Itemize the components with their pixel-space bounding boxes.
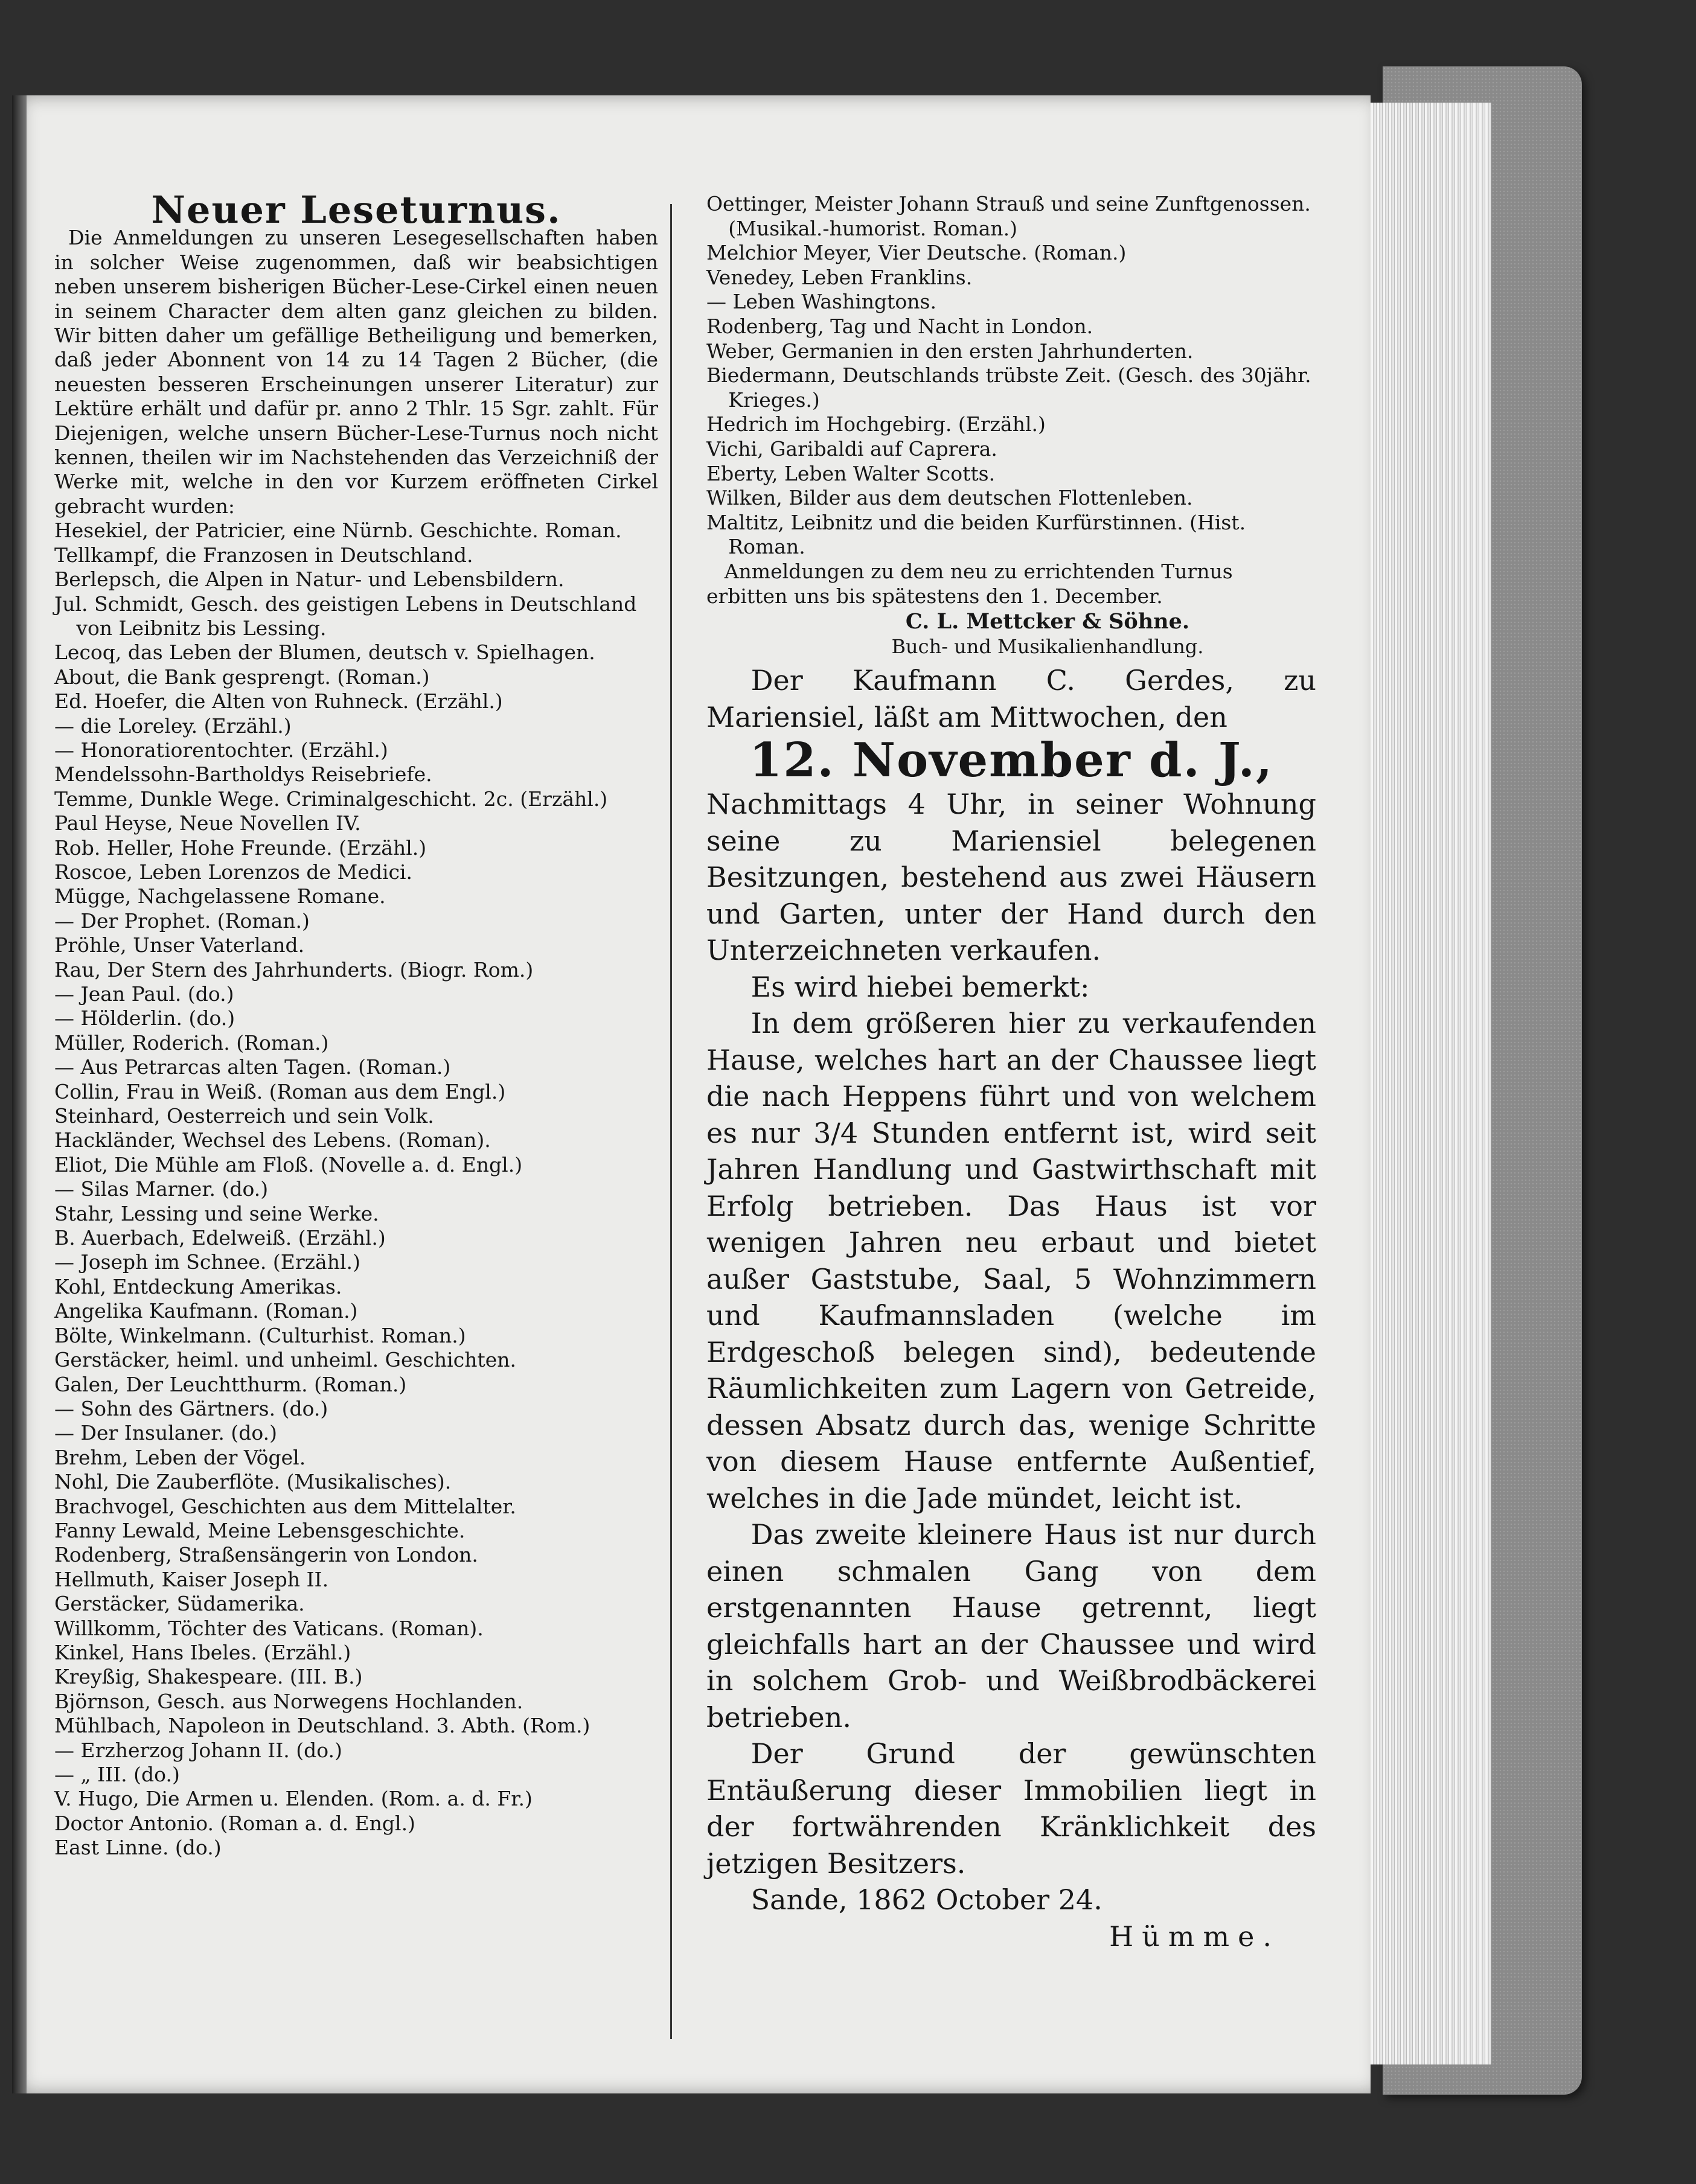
book-entry: Rob. Heller, Hohe Freunde. (Erzähl.) <box>54 835 427 860</box>
book-entry: Eliot, Die Mühle am Floß. (Novelle a. d. Engl.) <box>54 1152 523 1177</box>
book-entry: — Der Insulaner. (do.) <box>54 1421 278 1445</box>
book-entry: Mühlbach, Napoleon in Deutschland. 3. Abth. (Rom.) <box>54 1714 590 1738</box>
book-list <box>54 519 658 1860</box>
book-entry: Bölte, Winkelmann. (Culturhist. Roman.) <box>54 1323 466 1347</box>
ad-paragraph-1: In dem größeren hier zu verkaufenden Hause, welches hart an der Chaussee liegt die nach Heppens führt und von welchem es nur 3/4 Stunden entfernt ist, wird seit Jahren Handlung und Gastwirthschaft mit Erfolg betrieben. Das Haus ist vor wenigen Jahren neu erbaut und bietet außer Gaststube, Saal, 5 Wohnzimmern und Kaufmannsladen (welche im Erdgeschoß belegen sind), bedeutende Räumlichkeiten zum Lagern von Getreide, dessen Absatz durch das, wenige Schritte von diesem Hause entfernte Außentief, welches in die Jade mündet, leicht ist. <box>706 1007 1316 1515</box>
book-entry: — Der Prophet. (Roman.) <box>54 908 310 933</box>
ad-opening: Der Kaufmann C. Gerdes, zu Mariensiel, läßt am Mittwochen, den <box>706 664 1316 733</box>
book-entry: — Aus Petrarcas alten Tagen. (Roman.) <box>54 1055 451 1079</box>
book-entry: Gerstäcker, Südamerika. <box>54 1592 305 1616</box>
book-entry: Melchior Meyer, Vier Deutsche. (Roman.) <box>706 241 1127 265</box>
book-entry: Jul. Schmidt, Gesch. des geistigen Lebens in Deutschland von Leibnitz bis Lessing. <box>54 592 637 640</box>
book-entry: Rodenberg, Tag und Nacht in London. <box>706 314 1093 338</box>
firm-subtitle: Buch- und Musikalienhandlung. <box>891 634 1204 658</box>
book-entry: Fanny Lewald, Meine Lebensgeschichte. <box>54 1518 466 1542</box>
book-entry: Berlepsch, die Alpen in Natur- und Lebensbildern. <box>54 567 565 592</box>
book-entry: Oettinger, Meister Johann Strauß und seine Zunftgenossen. (Musikal.-humorist. Roman.) <box>706 192 1311 240</box>
book-entry: Hellmuth, Kaiser Joseph II. <box>54 1567 329 1591</box>
book-entry: Steinhard, Oesterreich und sein Volk. <box>54 1104 434 1128</box>
book-entry: Doctor Antonio. (Roman a. d. Engl.) <box>54 1811 415 1835</box>
book-entry: — Jean Paul. (do.) <box>54 982 234 1006</box>
book-entry: Lecoq, das Leben der Blumen, deutsch v. Spielhagen. <box>54 640 595 665</box>
book-entry: Nohl, Die Zauberflöte. (Musikalisches). <box>54 1470 452 1494</box>
book-entry: Kohl, Entdeckung Amerikas. <box>54 1274 342 1298</box>
book-entry: Galen, Der Leuchtthurm. (Roman.) <box>54 1372 407 1396</box>
section-title: Neuer Leseturnus. <box>151 188 562 232</box>
closing-note: Anmeldungen zu dem neu zu errichtenden Turnus erbitten uns bis spätestens den 1. December. <box>706 559 1233 608</box>
book-entry: Mendelssohn-Bartholdys Reisebriefe. <box>54 762 432 787</box>
book-entry: Stahr, Lessing und seine Werke. <box>54 1201 379 1225</box>
book-entry: Hedrich im Hochgebirg. (Erzähl.) <box>706 412 1046 436</box>
page-sheet <box>12 95 1371 2093</box>
ad-date: 12. November d. J., <box>749 733 1274 788</box>
book-entry: — Hölderlin. (do.) <box>54 1006 235 1030</box>
book-entry: Rau, Der Stern des Jahrhunderts. (Biogr. Rom.) <box>54 957 534 982</box>
ad-signature: Hümme. <box>1109 1920 1280 1953</box>
book-entry: Maltitz, Leibnitz und die beiden Kurfürstinnen. (Hist. Roman. <box>706 510 1246 559</box>
book-entry: Biedermann, Deutschlands trübste Zeit. (Gesch. des 30jähr. Krieges.) <box>706 363 1311 412</box>
book-entry: Björnson, Gesch. aus Norwegens Hochlanden. <box>54 1689 523 1713</box>
sale-advertisement <box>706 662 1316 1955</box>
book-entry: — Joseph im Schnee. (Erzähl.) <box>54 1250 360 1274</box>
book-entry: Rodenberg, Straßensängerin von London. <box>54 1543 478 1567</box>
ad-paragraph-3: Der Grund der gewünschten Entäußerung dieser Immobilien liegt in der fortwährenden Kränklichkeit des jetzigen Besitzers. <box>706 1737 1316 1880</box>
book-entry: Mügge, Nachgelassene Romane. <box>54 884 386 908</box>
book-entry: V. Hugo, Die Armen u. Elenden. (Rom. a. d. Fr.) <box>54 1787 533 1811</box>
book-entry: Paul Heyse, Neue Novellen IV. <box>54 811 361 835</box>
book-entry: Angelika Kaufmann. (Roman.) <box>54 1299 358 1323</box>
book-entry: About, die Bank gesprengt. (Roman.) <box>54 665 430 689</box>
page-edges <box>1352 103 1491 2064</box>
book-entry: Kreyßig, Shakespeare. (III. B.) <box>54 1665 363 1689</box>
book-entry: Tellkampf, die Franzosen in Deutschland. <box>54 543 473 567</box>
book-entry: — die Loreley. (Erzähl.) <box>54 714 292 738</box>
book-entry: Müller, Roderich. (Roman.) <box>54 1030 329 1055</box>
book-entry: — Leben Washingtons. <box>706 290 936 314</box>
book-entry: Willkomm, Töchter des Vaticans. (Roman). <box>54 1616 484 1640</box>
ad-note-intro: Es wird hiebei bemerkt: <box>750 970 1090 1003</box>
book-entry: Eberty, Leben Walter Scotts. <box>706 461 996 485</box>
book-entry: Brehm, Leben der Vögel. <box>54 1445 306 1469</box>
left-column <box>54 188 658 1860</box>
book-entry: — Honoratiorentochter. (Erzähl.) <box>54 738 388 762</box>
ad-place-date: Sande, 1862 October 24. <box>750 1883 1102 1917</box>
book-entry: Brachvogel, Geschichten aus dem Mittelalter. <box>54 1494 516 1518</box>
book-entry: — Sohn des Gärtners. (do.) <box>54 1396 328 1420</box>
book-entry: Temme, Dunkle Wege. Criminalgeschicht. 2c. (Erzähl.) <box>54 787 608 811</box>
ad-paragraph-2: Das zweite kleinere Haus ist nur durch einen schmalen Gang von dem erstgenannten Hause getrennt, liegt gleichfalls hart an der Chaussee und wird in solchem Grob- und Weißbrodbäckerei betrieben. <box>706 1518 1316 1734</box>
book-entry: Wilken, Bilder aus dem deutschen Flottenleben. <box>706 486 1193 510</box>
book-entry: Venedey, Leben Franklins. <box>706 265 973 289</box>
book-entry: Kinkel, Hans Ibeles. (Erzähl.) <box>54 1640 351 1664</box>
book-entry: Weber, Germanien in den ersten Jahrhunderten. <box>706 339 1194 363</box>
intro-paragraph: Die Anmeldungen zu unseren Lesegesellschaften haben in solcher Weise zugenommen, daß wir beabsichtigen neben unserem bisherigen Bücher-Lese-Cirkel einen neuen in seinem Character dem alten ganz gleichen zu bilden. Wir bitten daher um gefällige Betheiligung und bemerken, daß jeder Abonnent von 14 zu 14 Tagen 2 Bücher, (die neuesten besseren Erscheinungen unserer Literatur) zur Lektüre erhält und dafür pr. anno 2 Thlr. 15 Sgr. zahlt. Für Diejenigen, welche unsern Bücher-Lese-Turnus noch nicht kennen, theilen wir im Nachstehenden das Verzeichniß der Werke mit, welche in den vor Kurzem eröffneten Cirkel gebracht wurden: <box>54 226 658 518</box>
book-entry: Pröhle, Unser Vaterland. <box>54 933 305 957</box>
book-entry: Hackländer, Wechsel des Lebens. (Roman). <box>54 1128 491 1152</box>
book-entry: — Silas Marner. (do.) <box>54 1177 269 1201</box>
book-entry: Vichi, Garibaldi auf Caprera. <box>706 436 997 461</box>
book-list-continued <box>706 192 1316 659</box>
book-entry: — „ III. (do.) <box>54 1763 180 1786</box>
column-divider <box>670 204 672 2039</box>
binding-gutter <box>12 95 27 2093</box>
book-entry: Gerstäcker, heiml. und unheiml. Geschichten. <box>54 1348 517 1372</box>
book-entry: Ed. Hoefer, die Alten von Ruhneck. (Erzähl.) <box>54 689 503 714</box>
book-entry: Roscoe, Leben Lorenzos de Medici. <box>54 860 413 884</box>
ad-body: Nachmittags 4 Uhr, in seiner Wohnung seine zu Mariensiel belegenen Besitzungen, bestehend aus zwei Häusern und Garten, unter der Hand durch den Unterzeichneten verkaufen. <box>706 788 1316 967</box>
book-entry: Hesekiel, der Patricier, eine Nürnb. Geschichte. Roman. <box>54 519 622 543</box>
book-entry: East Linne. (do.) <box>54 1836 222 1860</box>
book-entry: B. Auerbach, Edelweiß. (Erzähl.) <box>54 1226 386 1250</box>
book-entry: — Erzherzog Johann II. (do.) <box>54 1738 342 1762</box>
firm-name: C. L. Mettcker & Söhne. <box>905 609 1190 634</box>
book-entry: Collin, Frau in Weiß. (Roman aus dem Engl.) <box>54 1079 506 1103</box>
right-column <box>706 192 1316 1955</box>
